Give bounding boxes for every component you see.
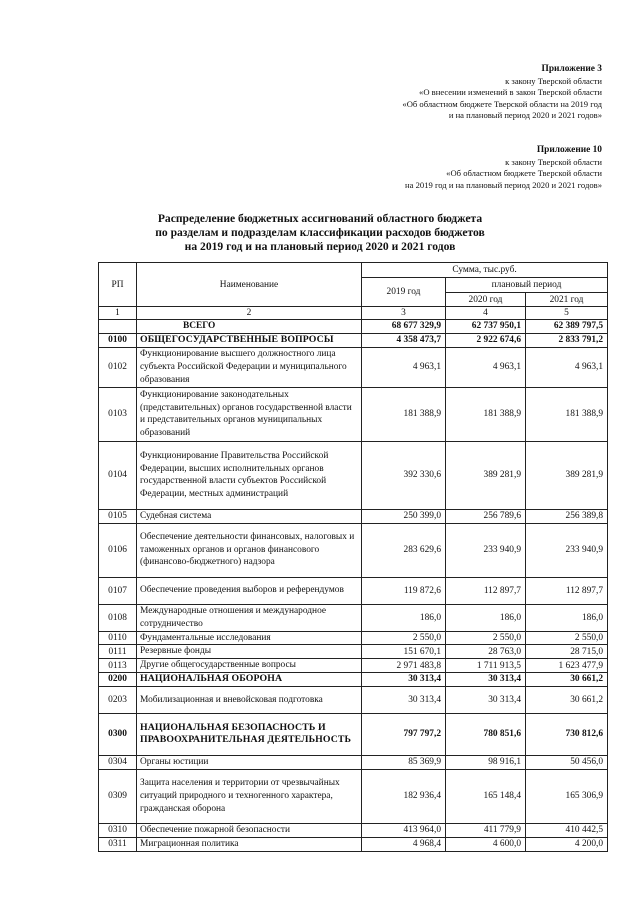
appendix-10-line: к закону Тверской области <box>505 156 602 167</box>
row-code: 0203 <box>99 686 137 713</box>
row-value-2021: 4 963,1 <box>526 347 608 387</box>
row-value-2020: 4 600,0 <box>446 837 526 851</box>
document-title-line: Распределение бюджетных ассигнований областного бюджета <box>157 212 483 225</box>
header-rp: РП <box>99 263 137 307</box>
row-name: ВСЕГО <box>137 320 362 334</box>
table-row <box>99 769 608 823</box>
row-code: 0309 <box>99 769 137 823</box>
row-code: 0311 <box>99 837 137 851</box>
row-value-2019: 119 872,6 <box>362 577 446 604</box>
header-2021: 2021 год <box>526 293 608 307</box>
row-code: 0105 <box>99 509 137 523</box>
document-title-line: на 2019 год и на плановый период 2020 и 2021 годов <box>184 240 456 254</box>
row-value-2019: 392 330,6 <box>362 441 446 509</box>
column-number: 1 <box>99 307 137 320</box>
row-value-2019: 181 388,9 <box>362 387 446 441</box>
table-row <box>99 387 608 441</box>
table-row <box>99 333 608 347</box>
row-value-2020: 112 897,7 <box>446 577 526 604</box>
row-value-2019: 68 677 329,9 <box>362 320 446 334</box>
table-row <box>99 837 608 851</box>
row-value-2020: 181 388,9 <box>446 387 526 441</box>
column-number: 5 <box>526 307 608 320</box>
appendix-3-line: к закону Тверской области <box>505 75 602 86</box>
row-name: Резервные фонды <box>137 645 362 659</box>
row-value-2021: 30 661,2 <box>526 672 608 686</box>
table-row <box>99 672 608 686</box>
row-name: Функционирование высшего должностного лица субъекта Российской Федерации и муниципального образования <box>137 347 362 387</box>
row-value-2021: 181 388,9 <box>526 387 608 441</box>
row-value-2019: 85 369,9 <box>362 755 446 769</box>
appendix-10-title: Приложение 10 <box>536 145 602 155</box>
row-value-2019: 151 670,1 <box>362 645 446 659</box>
column-number: 2 <box>137 307 362 320</box>
row-code: 0111 <box>99 645 137 659</box>
row-code: 0304 <box>99 755 137 769</box>
row-value-2019: 30 313,4 <box>362 686 446 713</box>
row-code: 0103 <box>99 387 137 441</box>
row-value-2020: 256 789,6 <box>446 509 526 523</box>
row-code: 0104 <box>99 441 137 509</box>
row-name: Органы юстиции <box>137 755 362 769</box>
appendix-3-line: «О внесении изменений в закон Тверской области <box>419 87 602 98</box>
row-code: 0108 <box>99 604 137 631</box>
row-value-2020: 233 940,9 <box>446 523 526 577</box>
appendix-10-header <box>405 145 602 191</box>
header-name: Наименование <box>137 263 362 307</box>
row-name: НАЦИОНАЛЬНАЯ БЕЗОПАСНОСТЬ И ПРАВООХРАНИТЕЛЬНАЯ ДЕЯТЕЛЬНОСТЬ <box>137 713 362 755</box>
row-value-2021: 410 442,5 <box>526 823 608 837</box>
table-row <box>99 713 608 755</box>
row-code: 0310 <box>99 823 137 837</box>
document-title-line: по разделам и подразделам классификации расходов бюджетов <box>155 226 485 240</box>
row-value-2021: 2 833 791,2 <box>526 333 608 347</box>
row-value-2021: 28 715,0 <box>526 645 608 659</box>
row-code: 0113 <box>99 659 137 673</box>
table-row <box>99 631 608 645</box>
row-value-2019: 797 797,2 <box>362 713 446 755</box>
appendix-3-title: Приложение 3 <box>541 64 602 74</box>
row-value-2020: 2 922 674,6 <box>446 333 526 347</box>
row-value-2020: 165 148,4 <box>446 769 526 823</box>
table-row <box>99 320 608 334</box>
header-plan-period: плановый период <box>446 278 608 293</box>
row-code: 0102 <box>99 347 137 387</box>
row-value-2020: 411 779,9 <box>446 823 526 837</box>
row-value-2021: 256 389,8 <box>526 509 608 523</box>
row-name: Обеспечение проведения выборов и референдумов <box>137 577 362 604</box>
row-value-2020: 4 963,1 <box>446 347 526 387</box>
row-value-2019: 182 936,4 <box>362 769 446 823</box>
row-name: ОБЩЕГОСУДАРСТВЕННЫЕ ВОПРОСЫ <box>137 333 362 347</box>
row-value-2019: 250 399,0 <box>362 509 446 523</box>
appendix-3-line: «Об областном бюджете Тверской области на 2019 год <box>402 98 602 109</box>
row-value-2019: 2 971 483,8 <box>362 659 446 673</box>
column-number: 3 <box>362 307 446 320</box>
row-value-2019: 283 629,6 <box>362 523 446 577</box>
table-row <box>99 823 608 837</box>
table-row <box>99 577 608 604</box>
row-value-2021: 30 661,2 <box>526 686 608 713</box>
row-name: Функционирование Правительства Российской Федерации, высших исполнительных органов государственной власти субъектов Российской Федерации, местных администраций <box>137 441 362 509</box>
row-name: Функционирование законодательных (представительных) органов государственной власти и представительных органов муниципальных образований <box>137 387 362 441</box>
row-code: 0200 <box>99 672 137 686</box>
table-row <box>99 645 608 659</box>
row-value-2021: 165 306,9 <box>526 769 608 823</box>
row-name: Обеспечение деятельности финансовых, налоговых и таможенных органов и органов финансового (финансово-бюджетного) надзора <box>137 523 362 577</box>
table-row <box>99 686 608 713</box>
row-value-2020: 780 851,6 <box>446 713 526 755</box>
appendix-3-line: и на плановый период 2020 и 2021 годов» <box>448 110 602 121</box>
row-value-2019: 186,0 <box>362 604 446 631</box>
document-title <box>0 212 640 255</box>
row-value-2021: 4 200,0 <box>526 837 608 851</box>
row-name: Фундаментальные исследования <box>137 631 362 645</box>
row-value-2020: 30 313,4 <box>446 672 526 686</box>
row-value-2020: 28 763,0 <box>446 645 526 659</box>
row-value-2019: 413 964,0 <box>362 823 446 837</box>
header-2020: 2020 год <box>446 293 526 307</box>
row-value-2020: 2 550,0 <box>446 631 526 645</box>
row-value-2021: 389 281,9 <box>526 441 608 509</box>
row-code: 0300 <box>99 713 137 755</box>
appendix-10-line: «Об областном бюджете Тверской области <box>446 168 602 179</box>
row-name: Другие общегосударственные вопросы <box>137 659 362 673</box>
row-value-2021: 62 389 797,5 <box>526 320 608 334</box>
row-value-2021: 1 623 477,9 <box>526 659 608 673</box>
row-value-2021: 186,0 <box>526 604 608 631</box>
table-row <box>99 755 608 769</box>
row-name: Миграционная политика <box>137 837 362 851</box>
row-value-2020: 1 711 913,5 <box>446 659 526 673</box>
budget-table <box>98 262 608 852</box>
row-name: Мобилизационная и вневойсковая подготовка <box>137 686 362 713</box>
row-name: НАЦИОНАЛЬНАЯ ОБОРОНА <box>137 672 362 686</box>
table-row <box>99 604 608 631</box>
table-row <box>99 523 608 577</box>
row-value-2021: 730 812,6 <box>526 713 608 755</box>
table-row <box>99 659 608 673</box>
table-row <box>99 509 608 523</box>
row-value-2021: 233 940,9 <box>526 523 608 577</box>
row-value-2020: 62 737 950,1 <box>446 320 526 334</box>
row-value-2019: 2 550,0 <box>362 631 446 645</box>
header-2019: 2019 год <box>362 278 446 307</box>
appendix-10-line: на 2019 год и на плановый период 2020 и 2021 годов» <box>405 179 602 190</box>
row-value-2020: 98 916,1 <box>446 755 526 769</box>
header-sum: Сумма, тыс.руб. <box>362 263 608 278</box>
row-code: 0110 <box>99 631 137 645</box>
row-value-2021: 50 456,0 <box>526 755 608 769</box>
row-value-2019: 4 963,1 <box>362 347 446 387</box>
row-name: Судебная система <box>137 509 362 523</box>
table-row <box>99 441 608 509</box>
row-name: Обеспечение пожарной безопасности <box>137 823 362 837</box>
row-code: 0100 <box>99 333 137 347</box>
row-value-2020: 30 313,4 <box>446 686 526 713</box>
row-value-2021: 2 550,0 <box>526 631 608 645</box>
row-value-2020: 186,0 <box>446 604 526 631</box>
row-code: 0107 <box>99 577 137 604</box>
row-code <box>99 320 137 334</box>
row-name: Международные отношения и международное сотрудничество <box>137 604 362 631</box>
row-value-2019: 30 313,4 <box>362 672 446 686</box>
row-name: Защита населения и территории от чрезвычайных ситуаций природного и техногенного характера, гражданская оборона <box>137 769 362 823</box>
row-code: 0106 <box>99 523 137 577</box>
row-value-2020: 389 281,9 <box>446 441 526 509</box>
row-value-2019: 4 358 473,7 <box>362 333 446 347</box>
column-number: 4 <box>446 307 526 320</box>
row-value-2021: 112 897,7 <box>526 577 608 604</box>
table-row <box>99 347 608 387</box>
appendix-3-header <box>402 64 602 122</box>
row-value-2019: 4 968,4 <box>362 837 446 851</box>
